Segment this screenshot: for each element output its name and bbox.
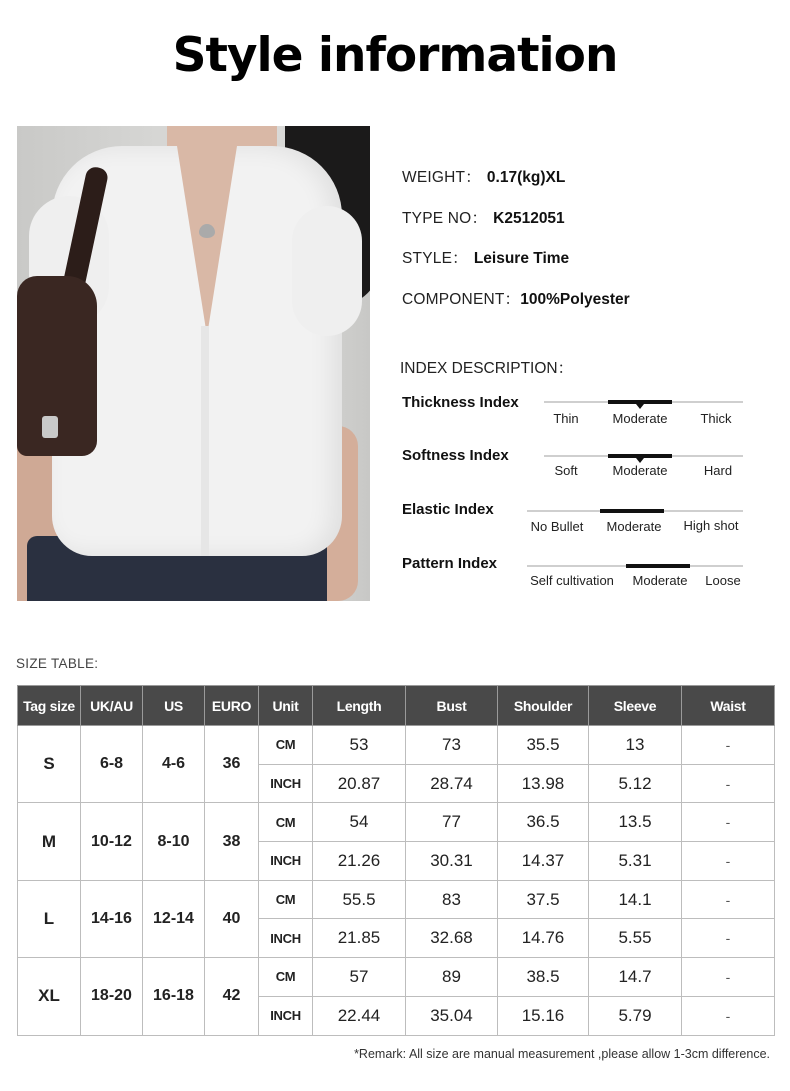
size-table-label: SIZE TABLE:	[16, 656, 99, 671]
table-row	[18, 880, 775, 919]
bust-cell: 30.31	[406, 842, 498, 881]
index-option: Thick	[700, 411, 732, 426]
column-header: EURO	[205, 686, 259, 726]
index-heading: INDEX DESCRIPTION：	[400, 360, 574, 377]
component-value: 100%Polyester	[520, 291, 630, 308]
waist-cell: -	[682, 842, 775, 881]
index-option-selected: Moderate	[606, 519, 662, 534]
length-cell: 54	[313, 803, 406, 842]
weight-line	[402, 165, 565, 187]
uk-au-cell: 18-20	[81, 958, 143, 1035]
style-value: Leisure Time	[473, 250, 570, 267]
uk-au-cell: 10-12	[81, 803, 143, 880]
style-line	[402, 246, 569, 268]
index-option: Hard	[703, 463, 733, 478]
unit-cell: INCH	[259, 764, 313, 803]
product-photo	[17, 126, 370, 601]
table-row	[18, 726, 775, 765]
length-cell: 21.26	[313, 842, 406, 881]
length-cell: 57	[313, 958, 406, 997]
unit-cell: CM	[259, 726, 313, 765]
unit-cell: CM	[259, 958, 313, 997]
index-name-pattern: Pattern Index	[402, 555, 498, 572]
weight-label: WEIGHT：	[402, 169, 481, 186]
index-name-softness: Softness Index	[402, 447, 509, 464]
length-cell: 22.44	[313, 996, 406, 1035]
euro-cell: 36	[205, 726, 259, 803]
euro-cell: 38	[205, 803, 259, 880]
bust-cell: 83	[406, 880, 498, 919]
sleeve-cell: 5.55	[589, 919, 682, 958]
uk-au-cell: 6-8	[81, 726, 143, 803]
bust-cell: 73	[406, 726, 498, 765]
table-row	[18, 958, 775, 997]
bust-cell: 77	[406, 803, 498, 842]
column-header: US	[143, 686, 205, 726]
table-header-row	[18, 686, 775, 726]
index-option: Soft	[554, 463, 578, 478]
column-header: Shoulder	[498, 686, 589, 726]
sleeve-cell: 13.5	[589, 803, 682, 842]
us-cell: 4-6	[143, 726, 205, 803]
page-title: Style information	[172, 28, 618, 83]
sleeve-cell: 5.12	[589, 764, 682, 803]
shoulder-cell: 15.16	[498, 996, 589, 1035]
index-option-selected: Moderate	[612, 463, 668, 478]
table-row	[18, 803, 775, 842]
column-header: Length	[313, 686, 406, 726]
index-level-pattern	[626, 564, 690, 568]
unit-cell: CM	[259, 803, 313, 842]
tag-size-cell: L	[18, 880, 81, 957]
unit-cell: INCH	[259, 996, 313, 1035]
waist-cell: -	[682, 958, 775, 997]
sleeve-cell: 14.7	[589, 958, 682, 997]
index-level-elastic	[600, 509, 664, 513]
bust-cell: 28.74	[406, 764, 498, 803]
bust-cell: 35.04	[406, 996, 498, 1035]
index-option-selected: Moderate	[612, 411, 668, 426]
length-cell: 55.5	[313, 880, 406, 919]
shoulder-cell: 14.37	[498, 842, 589, 881]
waist-cell: -	[682, 880, 775, 919]
index-option: High shot	[683, 518, 739, 533]
index-option: Thin	[553, 411, 579, 426]
euro-cell: 40	[205, 880, 259, 957]
sleeve-cell: 5.79	[589, 996, 682, 1035]
index-name-thickness: Thickness Index	[402, 394, 519, 411]
component-line	[402, 287, 630, 309]
waist-cell: -	[682, 764, 775, 803]
index-option-selected: Moderate	[632, 573, 688, 588]
weight-value: 0.17(kg)XL	[486, 169, 566, 186]
index-marker-icon	[636, 404, 644, 409]
uk-au-cell: 14-16	[81, 880, 143, 957]
type-line	[402, 206, 565, 228]
length-cell: 53	[313, 726, 406, 765]
us-cell: 12-14	[143, 880, 205, 957]
column-header: Waist	[682, 686, 775, 726]
length-cell: 20.87	[313, 764, 406, 803]
shoulder-cell: 38.5	[498, 958, 589, 997]
unit-cell: INCH	[259, 842, 313, 881]
index-option: Loose	[705, 573, 741, 588]
unit-cell: CM	[259, 880, 313, 919]
style-label: STYLE：	[402, 250, 468, 267]
type-label: TYPE NO：	[402, 210, 488, 227]
heart-pendant-icon	[199, 224, 215, 238]
waist-cell: -	[682, 726, 775, 765]
unit-cell: INCH	[259, 919, 313, 958]
tag-size-cell: S	[18, 726, 81, 803]
sleeve-cell: 13	[589, 726, 682, 765]
bust-cell: 32.68	[406, 919, 498, 958]
index-option: Self cultivation	[530, 573, 614, 588]
us-cell: 8-10	[143, 803, 205, 880]
shoulder-cell: 14.76	[498, 919, 589, 958]
shoulder-cell: 37.5	[498, 880, 589, 919]
sleeve-cell: 14.1	[589, 880, 682, 919]
waist-cell: -	[682, 803, 775, 842]
type-value: K2512051	[493, 210, 565, 227]
size-table	[17, 685, 775, 1036]
index-name-elastic: Elastic Index	[402, 501, 494, 518]
bust-cell: 89	[406, 958, 498, 997]
shoulder-cell: 36.5	[498, 803, 589, 842]
shoulder-cell: 13.98	[498, 764, 589, 803]
length-cell: 21.85	[313, 919, 406, 958]
column-header: Tag size	[18, 686, 81, 726]
remark-note: *Remark: All size are manual measurement ,please allow 1-3cm difference.	[354, 1047, 770, 1061]
tag-size-cell: M	[18, 803, 81, 880]
column-header: Bust	[406, 686, 498, 726]
waist-cell: -	[682, 919, 775, 958]
column-header: UK/AU	[81, 686, 143, 726]
column-header: Sleeve	[589, 686, 682, 726]
index-option: No Bullet	[530, 519, 584, 534]
sleeve-cell: 5.31	[589, 842, 682, 881]
shoulder-cell: 35.5	[498, 726, 589, 765]
tag-size-cell: XL	[18, 958, 81, 1035]
euro-cell: 42	[205, 958, 259, 1035]
us-cell: 16-18	[143, 958, 205, 1035]
component-label: COMPONENT：	[402, 291, 521, 308]
column-header: Unit	[259, 686, 313, 726]
waist-cell: -	[682, 996, 775, 1035]
